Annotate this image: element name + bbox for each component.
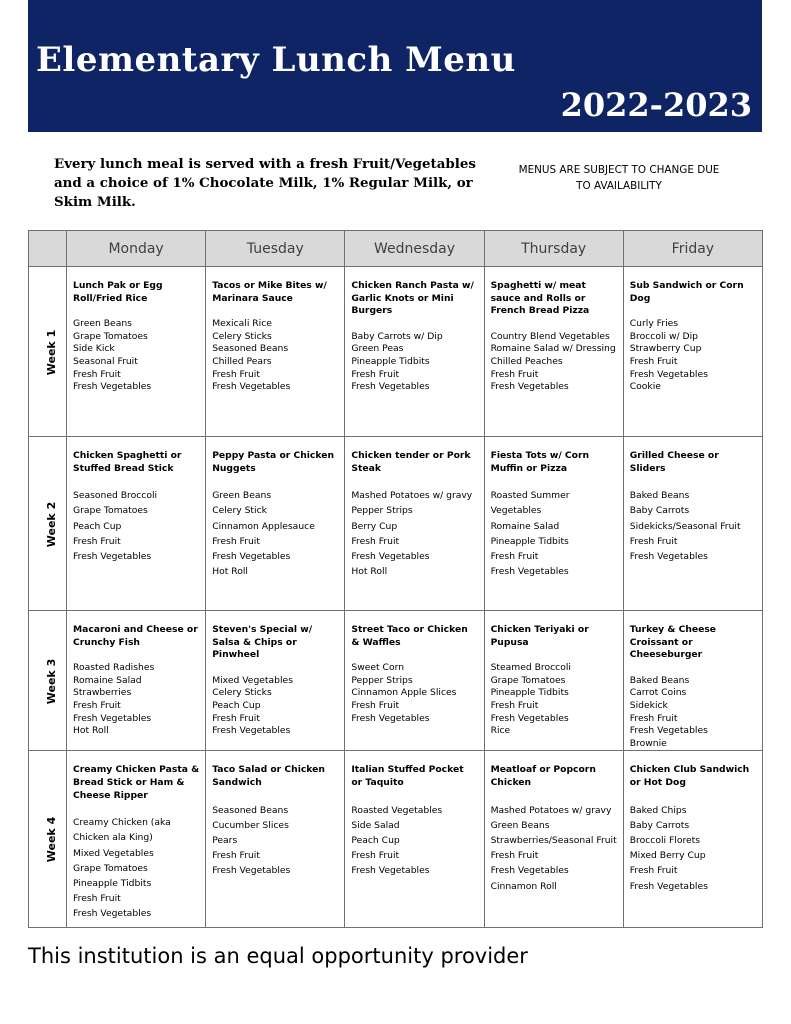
side-item: Fresh Fruit xyxy=(73,535,121,547)
side-item: Fresh Fruit xyxy=(212,712,260,724)
side-item: Sidekick xyxy=(629,699,668,711)
side-item: Fresh Vegetables xyxy=(212,725,291,737)
menu-cell xyxy=(67,611,206,751)
side-item: Grape Tomatoes xyxy=(73,505,148,517)
entree: Macaroni and Cheese or Crunchy Fish xyxy=(73,624,198,648)
side-item: Fresh Vegetables xyxy=(212,551,291,562)
side-item: Fresh Fruit xyxy=(629,535,678,547)
side-item: Fresh Fruit xyxy=(629,712,678,724)
side-item: Green Beans xyxy=(212,490,272,502)
side-item: Hot Roll xyxy=(73,725,109,737)
entree: Chicken Ranch Pasta w/ Garlic Knots or Mini Burgers xyxy=(351,280,474,317)
menu-table xyxy=(28,230,763,928)
side-item: Peach Cup xyxy=(351,834,400,846)
side-item: Baby Carrots xyxy=(629,505,690,517)
side-item: Berry Cup xyxy=(351,520,398,532)
side-item: Creamy Chicken (aka Chicken ala King) xyxy=(73,817,171,844)
entree: Meatloaf or Popcorn Chicken xyxy=(490,764,596,788)
menu-cell xyxy=(206,611,345,751)
side-item: Baby Carrots w/ Dip xyxy=(351,330,443,342)
side-item: Pineapple Tidbits xyxy=(490,535,569,547)
entree: Lunch Pak or Egg Roll/Fried Rice xyxy=(73,280,163,304)
week-label-cell xyxy=(29,267,67,437)
week-label: Week 3 xyxy=(45,658,59,704)
side-item: Grape Tomatoes xyxy=(73,330,148,342)
side-item: Fresh Vegetables xyxy=(490,865,569,877)
side-item: Pepper Strips xyxy=(351,674,413,686)
week-label-cell xyxy=(29,611,67,751)
side-item: Fresh Fruit xyxy=(351,368,400,380)
side-item: Fresh Vegetables xyxy=(351,551,430,562)
side-item: Roasted Vegetables xyxy=(351,804,443,816)
side-item: Chilled Peaches xyxy=(490,355,563,367)
menu-cell xyxy=(484,267,623,437)
milk-notice: Every lunch meal is served with a fresh Fruit/Vegetables and a choice of 1% Chocolate Milk, 1% Regular Milk, or Skim Milk. xyxy=(54,156,476,210)
header-banner xyxy=(28,0,762,132)
side-item: Strawberries/Seasonal Fruit xyxy=(490,834,617,846)
side-item: Curly Fries xyxy=(629,318,679,330)
side-item: Mixed Vegetables xyxy=(73,847,154,859)
side-item: Fresh Vegetables xyxy=(351,381,430,393)
menu-cell xyxy=(206,437,345,611)
side-item: Fresh Fruit xyxy=(490,551,539,562)
menu-cell xyxy=(623,437,762,611)
side-item: Hot Roll xyxy=(351,566,388,578)
side-item: Fresh Fruit xyxy=(629,355,678,367)
side-item: Fresh Fruit xyxy=(351,850,400,862)
menu-cell xyxy=(67,437,206,611)
side-item: Seasonal Fruit xyxy=(73,355,138,367)
week-row xyxy=(29,751,763,928)
side-item: Mixed Vegetables xyxy=(212,674,293,686)
entree: Fiesta Tots w/ Corn Muffin or Pizza xyxy=(490,450,590,474)
side-item: Cinnamon Roll xyxy=(490,880,557,892)
side-item: Fresh Vegetables xyxy=(351,865,430,877)
side-item: Fresh Vegetables xyxy=(73,551,152,562)
side-item: Fresh Vegetables xyxy=(73,712,152,724)
menu-cell xyxy=(623,611,762,751)
menu-cell xyxy=(345,751,484,928)
side-item: Fresh Fruit xyxy=(351,699,400,711)
side-item: Roasted Summer Vegetables xyxy=(490,490,570,517)
menu-cell xyxy=(484,751,623,928)
equal-opportunity-statement: This institution is an equal opportunity provider xyxy=(28,944,528,968)
menu-cell xyxy=(67,267,206,437)
side-item: Side Salad xyxy=(351,819,400,831)
menu-cell xyxy=(345,437,484,611)
side-item: Broccoli Florets xyxy=(629,834,701,846)
week-label-cell xyxy=(29,751,67,928)
page-title: Elementary Lunch Menu xyxy=(36,40,516,80)
side-item: Romaine Salad xyxy=(490,520,560,532)
side-item: Fresh Vegetables xyxy=(629,880,708,892)
side-item: Seasoned Beans xyxy=(212,804,289,816)
side-item: Pineapple Tidbits xyxy=(73,877,152,889)
side-item: Celery Stick xyxy=(212,505,267,517)
entree: Peppy Pasta or Chicken Nuggets xyxy=(212,450,334,474)
day-header-row xyxy=(29,231,763,267)
side-item: Chilled Pears xyxy=(212,355,272,367)
side-item: Green Peas xyxy=(351,343,404,355)
side-item: Side Kick xyxy=(73,343,115,355)
side-item: Green Beans xyxy=(73,318,132,330)
side-item: Seasoned Beans xyxy=(212,343,289,355)
side-item: Cinnamon Apple Slices xyxy=(351,687,457,699)
side-item: Fresh Fruit xyxy=(490,850,539,862)
side-item: Broccoli w/ Dip xyxy=(629,330,698,342)
menu-cell xyxy=(206,267,345,437)
side-item: Celery Sticks xyxy=(212,687,272,699)
corner-cell xyxy=(29,231,67,267)
side-item: Fresh Vegetables xyxy=(212,381,291,393)
side-item: Fresh Fruit xyxy=(212,368,260,380)
side-item: Mashed Potatoes w/ gravy xyxy=(490,804,612,816)
day-header: Friday xyxy=(623,231,762,267)
entree: Creamy Chicken Pasta & Bread Stick or Ham & Cheese Ripper xyxy=(73,764,200,801)
side-item: Pineapple Tidbits xyxy=(490,687,569,699)
side-item: Romaine Salad xyxy=(73,674,142,686)
side-item: Grape Tomatoes xyxy=(490,674,566,686)
side-item: Fresh Vegetables xyxy=(490,712,569,724)
side-item: Sidekicks/Seasonal Fruit xyxy=(629,520,741,532)
entree: Sub Sandwich or Corn Dog xyxy=(629,280,744,304)
entree: Tacos or Mike Bites w/ Marinara Sauce xyxy=(212,280,327,304)
menu-cell xyxy=(206,751,345,928)
menu-cell xyxy=(345,267,484,437)
side-item: Fresh Fruit xyxy=(73,368,121,380)
entree: Street Taco or Chicken & Waffles xyxy=(351,624,468,648)
side-item: Fresh Vegetables xyxy=(629,551,708,562)
side-item: Fresh Vegetables xyxy=(73,381,152,393)
side-item: Strawberry Cup xyxy=(629,343,702,355)
side-item: Fresh Fruit xyxy=(490,368,539,380)
side-item: Rice xyxy=(490,725,511,737)
entree: Chicken Teriyaki or Pupusa xyxy=(490,624,589,648)
menu-cell xyxy=(623,751,762,928)
change-notice: MENUS ARE SUBJECT TO CHANGE DUE TO AVAILABILITY xyxy=(518,164,720,192)
side-item: Grape Tomatoes xyxy=(73,862,148,874)
day-header: Monday xyxy=(67,231,206,267)
side-item: Fresh Vegetables xyxy=(490,381,569,393)
entree: Turkey & Cheese Croissant or Cheeseburger xyxy=(629,624,717,661)
side-item: Fresh Vegetables xyxy=(629,368,708,380)
week-row xyxy=(29,267,763,437)
menu-cell xyxy=(345,611,484,751)
side-item: Fresh Fruit xyxy=(490,699,539,711)
side-item: Fresh Fruit xyxy=(351,535,400,547)
entree: Chicken tender or Pork Steak xyxy=(351,450,471,474)
side-item: Brownie xyxy=(629,737,667,749)
side-item: Country Blend Vegetables xyxy=(490,330,610,342)
side-item: Pepper Strips xyxy=(351,505,413,517)
week-row xyxy=(29,611,763,751)
side-item: Baked Chips xyxy=(629,804,687,816)
side-item: Romaine Salad w/ Dressing xyxy=(490,343,616,355)
side-item: Steamed Broccoli xyxy=(490,662,571,674)
side-item: Fresh Vegetables xyxy=(629,725,708,737)
entree: Spaghetti w/ meat sauce and Rolls or French Bread Pizza xyxy=(490,280,590,317)
entree: Taco Salad or Chicken Sandwich xyxy=(212,764,325,788)
menu-cell xyxy=(484,611,623,751)
side-item: Cookie xyxy=(629,381,661,393)
week-label: Week 2 xyxy=(45,501,59,547)
side-item: Pineapple Tidbits xyxy=(351,355,430,367)
side-item: Baked Beans xyxy=(629,490,690,502)
week-row xyxy=(29,437,763,611)
side-item: Fresh Vegetables xyxy=(212,865,291,877)
menu-cell xyxy=(67,751,206,928)
side-item: Mexicali Rice xyxy=(212,318,272,330)
entree: Chicken Club Sandwich or Hot Dog xyxy=(629,764,750,788)
week-label: Week 4 xyxy=(45,817,59,863)
school-year: 2022-2023 xyxy=(560,86,752,124)
side-item: Seasoned Broccoli xyxy=(73,490,158,502)
side-item: Strawberries xyxy=(73,687,132,699)
entree: Italian Stuffed Pocket or Taquito xyxy=(351,764,464,788)
side-item: Peach Cup xyxy=(212,699,261,711)
side-item: Pears xyxy=(212,834,238,846)
side-item: Celery Sticks xyxy=(212,330,272,342)
side-item: Fresh Vegetables xyxy=(351,712,430,724)
entree: Chicken Spaghetti or Stuffed Bread Stick xyxy=(73,450,182,474)
entree: Steven's Special w/ Salsa & Chips or Pinwheel xyxy=(212,624,313,661)
side-item: Fresh Vegetables xyxy=(73,908,152,920)
side-item: Fresh Fruit xyxy=(73,893,121,905)
side-item: Fresh Fruit xyxy=(73,699,121,711)
week-label-cell xyxy=(29,437,67,611)
side-item: Baby Carrots xyxy=(629,819,690,831)
day-header: Tuesday xyxy=(206,231,345,267)
menu-cell xyxy=(623,267,762,437)
side-item: Cinnamon Applesauce xyxy=(212,520,315,532)
side-item: Fresh Fruit xyxy=(629,865,678,877)
side-item: Sweet Corn xyxy=(351,662,405,674)
side-item: Mixed Berry Cup xyxy=(629,850,706,862)
entree: Grilled Cheese or Sliders xyxy=(629,450,719,474)
side-item: Green Beans xyxy=(490,819,550,831)
side-item: Baked Beans xyxy=(629,674,690,686)
side-item: Fresh Fruit xyxy=(212,850,260,862)
side-item: Hot Roll xyxy=(212,566,248,578)
side-item: Fresh Vegetables xyxy=(490,566,569,578)
day-header: Thursday xyxy=(484,231,623,267)
menu-body xyxy=(29,267,763,928)
side-item: Mashed Potatoes w/ gravy xyxy=(351,490,473,502)
side-item: Carrot Coins xyxy=(629,687,687,699)
menu-cell xyxy=(484,437,623,611)
side-item: Roasted Radishes xyxy=(73,662,155,674)
side-item: Cucumber Slices xyxy=(212,819,289,831)
side-item: Peach Cup xyxy=(73,520,122,532)
day-header: Wednesday xyxy=(345,231,484,267)
side-item: Fresh Fruit xyxy=(212,535,260,547)
week-label: Week 1 xyxy=(45,329,59,375)
